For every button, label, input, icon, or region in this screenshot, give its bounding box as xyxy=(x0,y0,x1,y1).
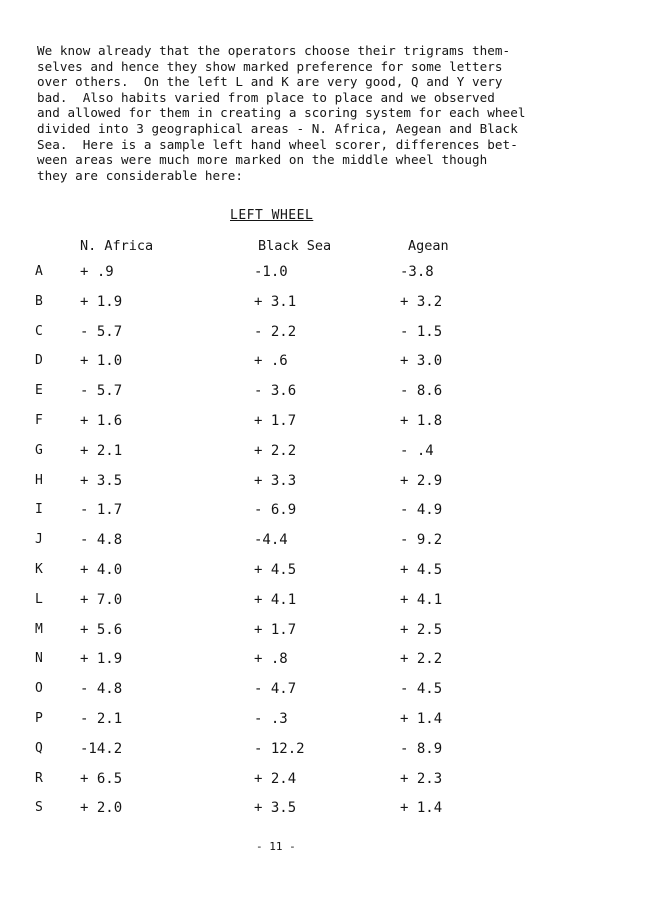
score-n-africa: - 5.7 xyxy=(80,323,123,340)
table-row xyxy=(0,622,650,652)
score-aegean: + 1.4 xyxy=(400,800,443,817)
column-header-black-sea: Black Sea xyxy=(258,238,332,254)
score-aegean: + 4.1 xyxy=(400,591,443,608)
intro-line: selves and hence they show marked preference for some letters xyxy=(37,58,503,74)
column-header-n-africa: N. Africa xyxy=(80,238,154,254)
score-n-africa: + 2.0 xyxy=(80,800,123,817)
score-aegean: - 4.9 xyxy=(400,502,443,519)
score-black-sea: - .3 xyxy=(254,710,288,727)
intro-line: divided into 3 geographical areas - N. Africa, Aegean and Black xyxy=(37,120,518,136)
score-aegean: - 8.9 xyxy=(400,740,443,757)
row-letter: A xyxy=(35,264,43,279)
row-letter: D xyxy=(35,353,43,369)
score-n-africa: -14.2 xyxy=(80,740,123,757)
score-aegean: - 4.5 xyxy=(400,681,443,698)
intro-line: bad. Also habits varied from place to place and we observed xyxy=(37,89,495,105)
score-n-africa: - 4.8 xyxy=(80,532,123,549)
score-table xyxy=(0,264,650,830)
score-aegean: + 3.2 xyxy=(400,293,443,310)
table-row xyxy=(0,711,650,741)
score-n-africa: + 1.6 xyxy=(80,412,123,429)
table-row xyxy=(0,592,650,622)
page-number: - 11 - xyxy=(256,840,296,853)
row-letter: N xyxy=(35,651,43,667)
score-aegean: + 3.0 xyxy=(400,353,443,370)
score-aegean: + 2.9 xyxy=(400,472,443,489)
intro-line: We know already that the operators choose their trigrams them- xyxy=(37,43,511,58)
score-aegean: + 1.8 xyxy=(400,412,443,429)
score-aegean: - 8.6 xyxy=(400,383,443,400)
score-black-sea: -4.4 xyxy=(254,532,288,549)
score-aegean: -3.8 xyxy=(400,264,434,280)
score-aegean: - 9.2 xyxy=(400,532,443,549)
row-letter: I xyxy=(35,502,43,518)
score-n-africa: + .9 xyxy=(80,264,114,280)
score-black-sea: - 6.9 xyxy=(254,502,297,519)
table-row xyxy=(0,741,650,771)
score-n-africa: - 1.7 xyxy=(80,502,123,519)
intro-line: over others. On the left L and K are very good, Q and Y very xyxy=(37,74,503,90)
score-black-sea: + .6 xyxy=(254,353,288,370)
table-title: LEFT WHEEL xyxy=(230,208,314,223)
table-row xyxy=(0,681,650,711)
score-n-africa: + 2.1 xyxy=(80,442,123,459)
row-letter: R xyxy=(35,770,43,786)
score-n-africa: + 1.9 xyxy=(80,293,123,310)
table-row xyxy=(0,413,650,443)
score-black-sea: + 4.1 xyxy=(254,591,297,608)
row-letter: B xyxy=(35,293,43,309)
table-row xyxy=(0,800,650,830)
row-letter: E xyxy=(35,383,43,399)
table-row xyxy=(0,473,650,503)
score-aegean: - 1.5 xyxy=(400,323,443,340)
row-letter: M xyxy=(35,621,43,637)
intro-line: ween areas were much more marked on the middle wheel though xyxy=(37,152,488,168)
score-black-sea: + 4.5 xyxy=(254,561,297,578)
row-letter: G xyxy=(35,442,43,458)
table-row xyxy=(0,562,650,592)
intro-line: Sea. Here is a sample left hand wheel scorer, differences bet- xyxy=(37,136,518,152)
row-letter: L xyxy=(35,591,43,607)
intro-line: and allowed for them in creating a scoring system for each wheel xyxy=(37,105,526,121)
score-black-sea: + 2.4 xyxy=(254,770,297,787)
score-n-africa: + 5.6 xyxy=(80,621,123,638)
score-aegean: + 1.4 xyxy=(400,710,443,727)
table-row xyxy=(0,383,650,413)
score-black-sea: + 3.3 xyxy=(254,472,297,489)
column-header-aegean: Agean xyxy=(408,238,449,254)
score-aegean: + 2.5 xyxy=(400,621,443,638)
table-row xyxy=(0,771,650,801)
row-letter: S xyxy=(35,800,43,816)
table-row xyxy=(0,532,650,562)
score-black-sea: + 3.1 xyxy=(254,293,297,310)
intro-line: they are considerable here: xyxy=(37,167,244,183)
score-black-sea: - 4.7 xyxy=(254,681,297,698)
score-n-africa: - 2.1 xyxy=(80,710,123,727)
score-n-africa: - 4.8 xyxy=(80,681,123,698)
score-black-sea: - 2.2 xyxy=(254,323,297,340)
score-black-sea: - 12.2 xyxy=(254,740,305,757)
row-letter: O xyxy=(35,681,43,697)
score-n-africa: + 1.0 xyxy=(80,353,123,370)
score-n-africa: + 6.5 xyxy=(80,770,123,787)
row-letter: C xyxy=(35,323,43,339)
table-row xyxy=(0,294,650,324)
table-row xyxy=(0,502,650,532)
score-black-sea: + 1.7 xyxy=(254,621,297,638)
row-letter: P xyxy=(35,710,43,726)
score-n-africa: + 7.0 xyxy=(80,591,123,608)
row-letter: Q xyxy=(35,740,43,756)
score-black-sea: + 2.2 xyxy=(254,442,297,459)
row-letter: J xyxy=(35,532,43,548)
score-black-sea: - 3.6 xyxy=(254,383,297,400)
score-aegean: - .4 xyxy=(400,442,434,459)
table-row xyxy=(0,324,650,354)
row-letter: F xyxy=(35,412,43,428)
score-black-sea: + .8 xyxy=(254,651,288,668)
score-aegean: + 2.3 xyxy=(400,770,443,787)
score-n-africa: + 3.5 xyxy=(80,472,123,489)
score-black-sea: -1.0 xyxy=(254,264,288,280)
table-row xyxy=(0,443,650,473)
score-n-africa: - 5.7 xyxy=(80,383,123,400)
score-n-africa: + 1.9 xyxy=(80,651,123,668)
score-aegean: + 2.2 xyxy=(400,651,443,668)
table-row xyxy=(0,353,650,383)
score-black-sea: + 3.5 xyxy=(254,800,297,817)
row-letter: K xyxy=(35,561,43,577)
table-row xyxy=(0,264,650,294)
score-n-africa: + 4.0 xyxy=(80,561,123,578)
score-aegean: + 4.5 xyxy=(400,561,443,578)
score-black-sea: + 1.7 xyxy=(254,412,297,429)
intro-paragraph xyxy=(37,43,617,183)
table-row xyxy=(0,651,650,681)
row-letter: H xyxy=(35,472,43,488)
